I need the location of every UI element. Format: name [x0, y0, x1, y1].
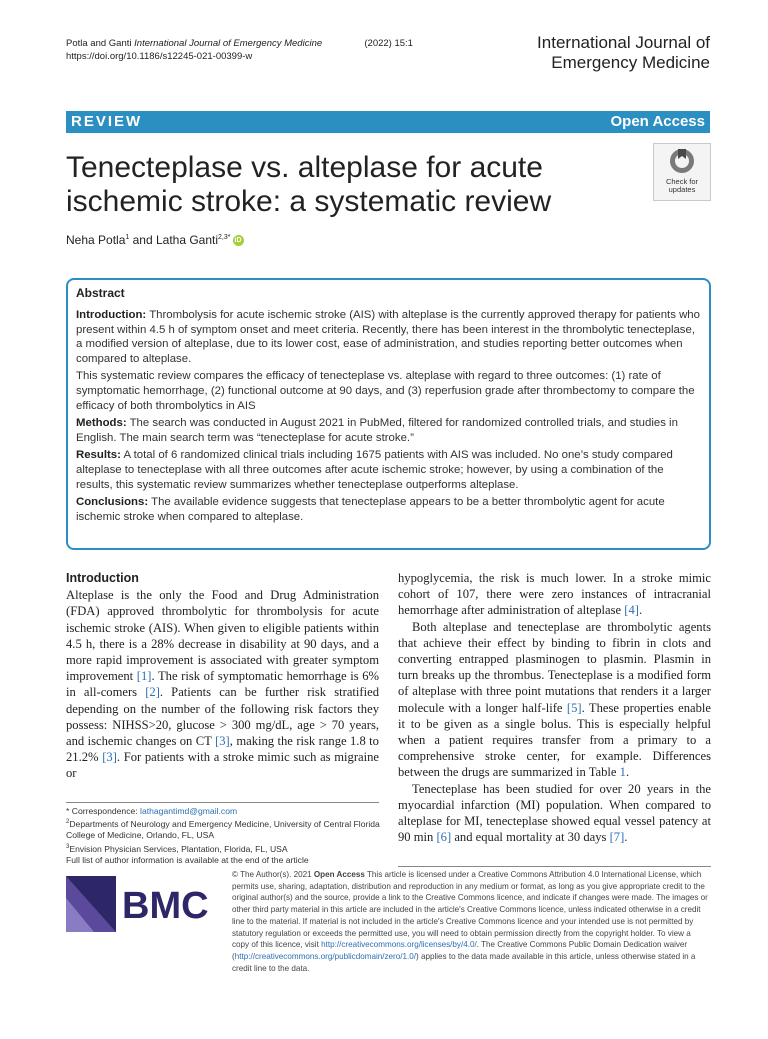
text: Tenecteplase has been studied for over 20 years in the myocardial infarction (MI) population. When compared to alteplase for MI, tenecteplase showed equal vessel patency at 90 min [398, 781, 711, 845]
check-updates-line1: Check for [665, 177, 699, 186]
correspondence-email[interactable]: lathagantimd@gmail.com [140, 806, 238, 816]
paragraph [398, 570, 711, 619]
text: This article is licensed under a Creative Commons Attribution 4.0 International License, which permits use, sharing, adaptation, distribution and reproduction in any medium or format, as long as you give appropriate credit to the original author(s) and the source, provide a link to the Creative Commons licence, and indicate if changes were made. The images or other third party material in this article are included in the article's Creative Commons licence, unless indicated otherwise in a credit line to the material. If material is not included in the article's Creative Commons licence and your intended use is not permitted by statutory regulation or exceeds the permitted use, you will need to obtain permission directly from the copyright holder. To view a copy of this licence, visit [232, 870, 708, 950]
affiliation-sup: 1 [125, 234, 130, 241]
section-label: Results: [76, 449, 121, 462]
citation-link[interactable]: [1] [136, 669, 152, 684]
open-access-bold: Open Access [313, 870, 365, 879]
paragraph [398, 781, 711, 846]
text: Departments of Neurology and Emergency Medicine, University of Central Florida College of Medicine, Orlando, FL, USA [66, 819, 380, 841]
footnote-divider [66, 802, 379, 803]
citation-link[interactable]: [5] [566, 700, 582, 715]
citation-link[interactable]: [7] [609, 830, 625, 845]
title-line2: ischemic stroke: a systematic review [66, 185, 552, 218]
footnotes [66, 806, 384, 866]
paragraph [398, 619, 711, 781]
check-updates-line2: updates [668, 185, 696, 194]
affiliation-sup: 2,3* [218, 234, 231, 241]
text: . These properties enable it to be given as a single bolus. This is especially helpful when a patient requires transfer from a primary to a comprehensive stroke center, for example. Differences between the drugs are summarized in Table [398, 700, 712, 780]
section-text: The search was conducted in August 2021 in PubMed, filtered for randomized controlled trials, and studies in English. The main search term was “tenecteplase for acute stroke.” [76, 417, 678, 444]
citation-link[interactable]: [3] [102, 750, 117, 765]
open-access-label: Open Access [610, 113, 705, 130]
section-text: Thrombolysis for acute ischemic stroke (AIS) with alteplase is the currently approved therapy for patients who present within 4.5 h of symptom onset and meet criteria. Recently, there has been interest in the thrombolytic tenecteplase, a modified version of alteplase, due to its lower cost, ease of administration, and studies reporting better outcomes when compared to alteplase. [76, 309, 700, 365]
bmc-logo-text: BMC [122, 885, 209, 927]
abstract-results [76, 448, 703, 492]
abstract-methods [76, 416, 703, 445]
bmc-logo [64, 872, 224, 938]
section-text: A total of 6 randomized clinical trials including 1675 patients with AIS was included. No one’s study compared alteplase to tenecteplase with all three outcomes after acute ischemic stroke; however, by using a combination of the results, this systematic review summarizes whether tenecteplase outperforms alteplase. [76, 449, 673, 491]
abstract-box [66, 278, 711, 550]
body-column-left [66, 570, 379, 782]
license-divider [398, 866, 711, 867]
abstract-body [76, 308, 703, 527]
text: . Patients can be further risk stratified depending on the number of the following risk factors they possess: NIHSS>20, glucose > 300 mg/dL, age > 70 years, and ischemic changes on CT [66, 685, 379, 749]
citation-link[interactable]: [2] [145, 685, 160, 700]
table-link[interactable]: 1 [619, 765, 626, 780]
abstract-conclusions [76, 495, 703, 524]
text: . For patients with a stroke mimic such as migraine or [66, 750, 379, 781]
text: ) applies to the data made available in this article, unless otherwise stated in a credit line to the data. [232, 951, 696, 973]
text: * Correspondence: [66, 806, 141, 816]
citation-volume: (2022) 15:1 [364, 38, 413, 49]
citation-link[interactable]: [4] [624, 603, 639, 618]
author-name: Neha Potla [66, 233, 126, 247]
waiver-link[interactable]: http://creativecommons.org/publicdomain/zero/1.0/ [234, 951, 417, 961]
author-info-note: Full list of author information is available at the end of the article [66, 854, 309, 865]
author-separator: and [129, 233, 156, 247]
text: , making the risk range 1.8 to 21.2% [66, 734, 379, 765]
section-label: Introduction: [76, 309, 147, 321]
abstract-heading: Abstract [76, 286, 125, 300]
abstract-introduction [76, 308, 703, 366]
article-type-banner [66, 111, 710, 133]
journal-name [537, 33, 710, 73]
affiliation-sup: 2 [66, 819, 70, 826]
license-text [232, 869, 710, 974]
author-name: Latha Ganti [155, 233, 219, 247]
text: . [625, 765, 630, 780]
check-updates-icon [654, 144, 710, 178]
body-column-right [398, 570, 711, 845]
article-title [66, 151, 626, 219]
text: . The Creative Commons Public Domain Dedication waiver ( [232, 940, 688, 961]
paragraph [66, 587, 379, 781]
license-link[interactable]: http://creativecommons.org/licenses/by/4.0/ [321, 940, 477, 950]
abstract-introduction-2: This systematic review compares the efficacy of tenecteplase vs. alteplase with regard to three outcomes: (1) rate of symptomatic hemorrhage, (2) functional outcome at 90 days, and (3) reperfusion grade after thrombectomy to compare the efficacy of both thrombolytics in AIS [76, 370, 695, 412]
citation-journal: International Journal of Emergency Medicine [134, 38, 323, 49]
affiliation-sup: 3 [66, 843, 70, 850]
section-label: Conclusions: [76, 496, 149, 509]
journal-name-line2: Emergency Medicine [551, 53, 710, 72]
text: Both alteplase and tenecteplase are thrombolytic agents that achieve their effect by binding to fibrin in clots and converting entrapped plasminogen to plasmin. Plasmin in turn breaks up the thrombus. Tenecteplase is a modified form of alteplase with three point mutations that renders it a larger molecule with a longer half-life [398, 619, 711, 715]
citation-authors: Potla and Ganti [66, 38, 132, 49]
journal-name-line1: International Journal of [537, 33, 710, 52]
running-header [66, 37, 413, 63]
article-type: REVIEW [71, 113, 143, 130]
section-label: Methods: [76, 417, 127, 430]
affiliation [66, 817, 384, 841]
text: . [624, 830, 628, 845]
text: © The Author(s). 2021 [232, 870, 314, 879]
bmc-logo-icon [64, 872, 224, 938]
text: . The risk of symptomatic hemorrhage is 6% in all-comers [66, 669, 379, 700]
text: hypoglycemia, the risk is much lower. In a stroke mimic cohort of 107, there were zero instances of intracranial hemorrhage after administration of alteplase [398, 571, 711, 618]
text: and equal mortality at 30 days [451, 830, 610, 845]
author-list [66, 233, 244, 247]
text: Envision Physician Services, Plantation, Florida, FL, USA [69, 843, 288, 854]
correspondence [66, 806, 384, 817]
section-text: The available evidence suggests that tenecteplase appears to be a better thrombolytic agent for acute ischemic stroke when compared to alteplase. [76, 496, 665, 523]
text: Alteplase is the only the Food and Drug Administration (FDA) approved thrombolytic for thrombolysis for acute ischemic stroke (AIS). When given to eligible patients within 4.5 h, there is a 28% decrease in disability at 90 days, and a more rapid improvement is associated with greater symptom improvement [66, 588, 379, 684]
text: . [638, 603, 643, 618]
citation-link[interactable]: [6] [436, 830, 452, 845]
affiliation [66, 842, 384, 855]
orcid-icon[interactable]: iD [234, 237, 242, 245]
citation-link[interactable]: [3] [215, 734, 230, 749]
section-heading: Introduction [66, 571, 139, 585]
doi-link[interactable]: https://doi.org/10.1186/s12245-021-00399-w [66, 51, 253, 62]
title-line1: Tenecteplase vs. alteplase for acute [66, 151, 543, 184]
check-for-updates-badge[interactable] [653, 143, 711, 201]
